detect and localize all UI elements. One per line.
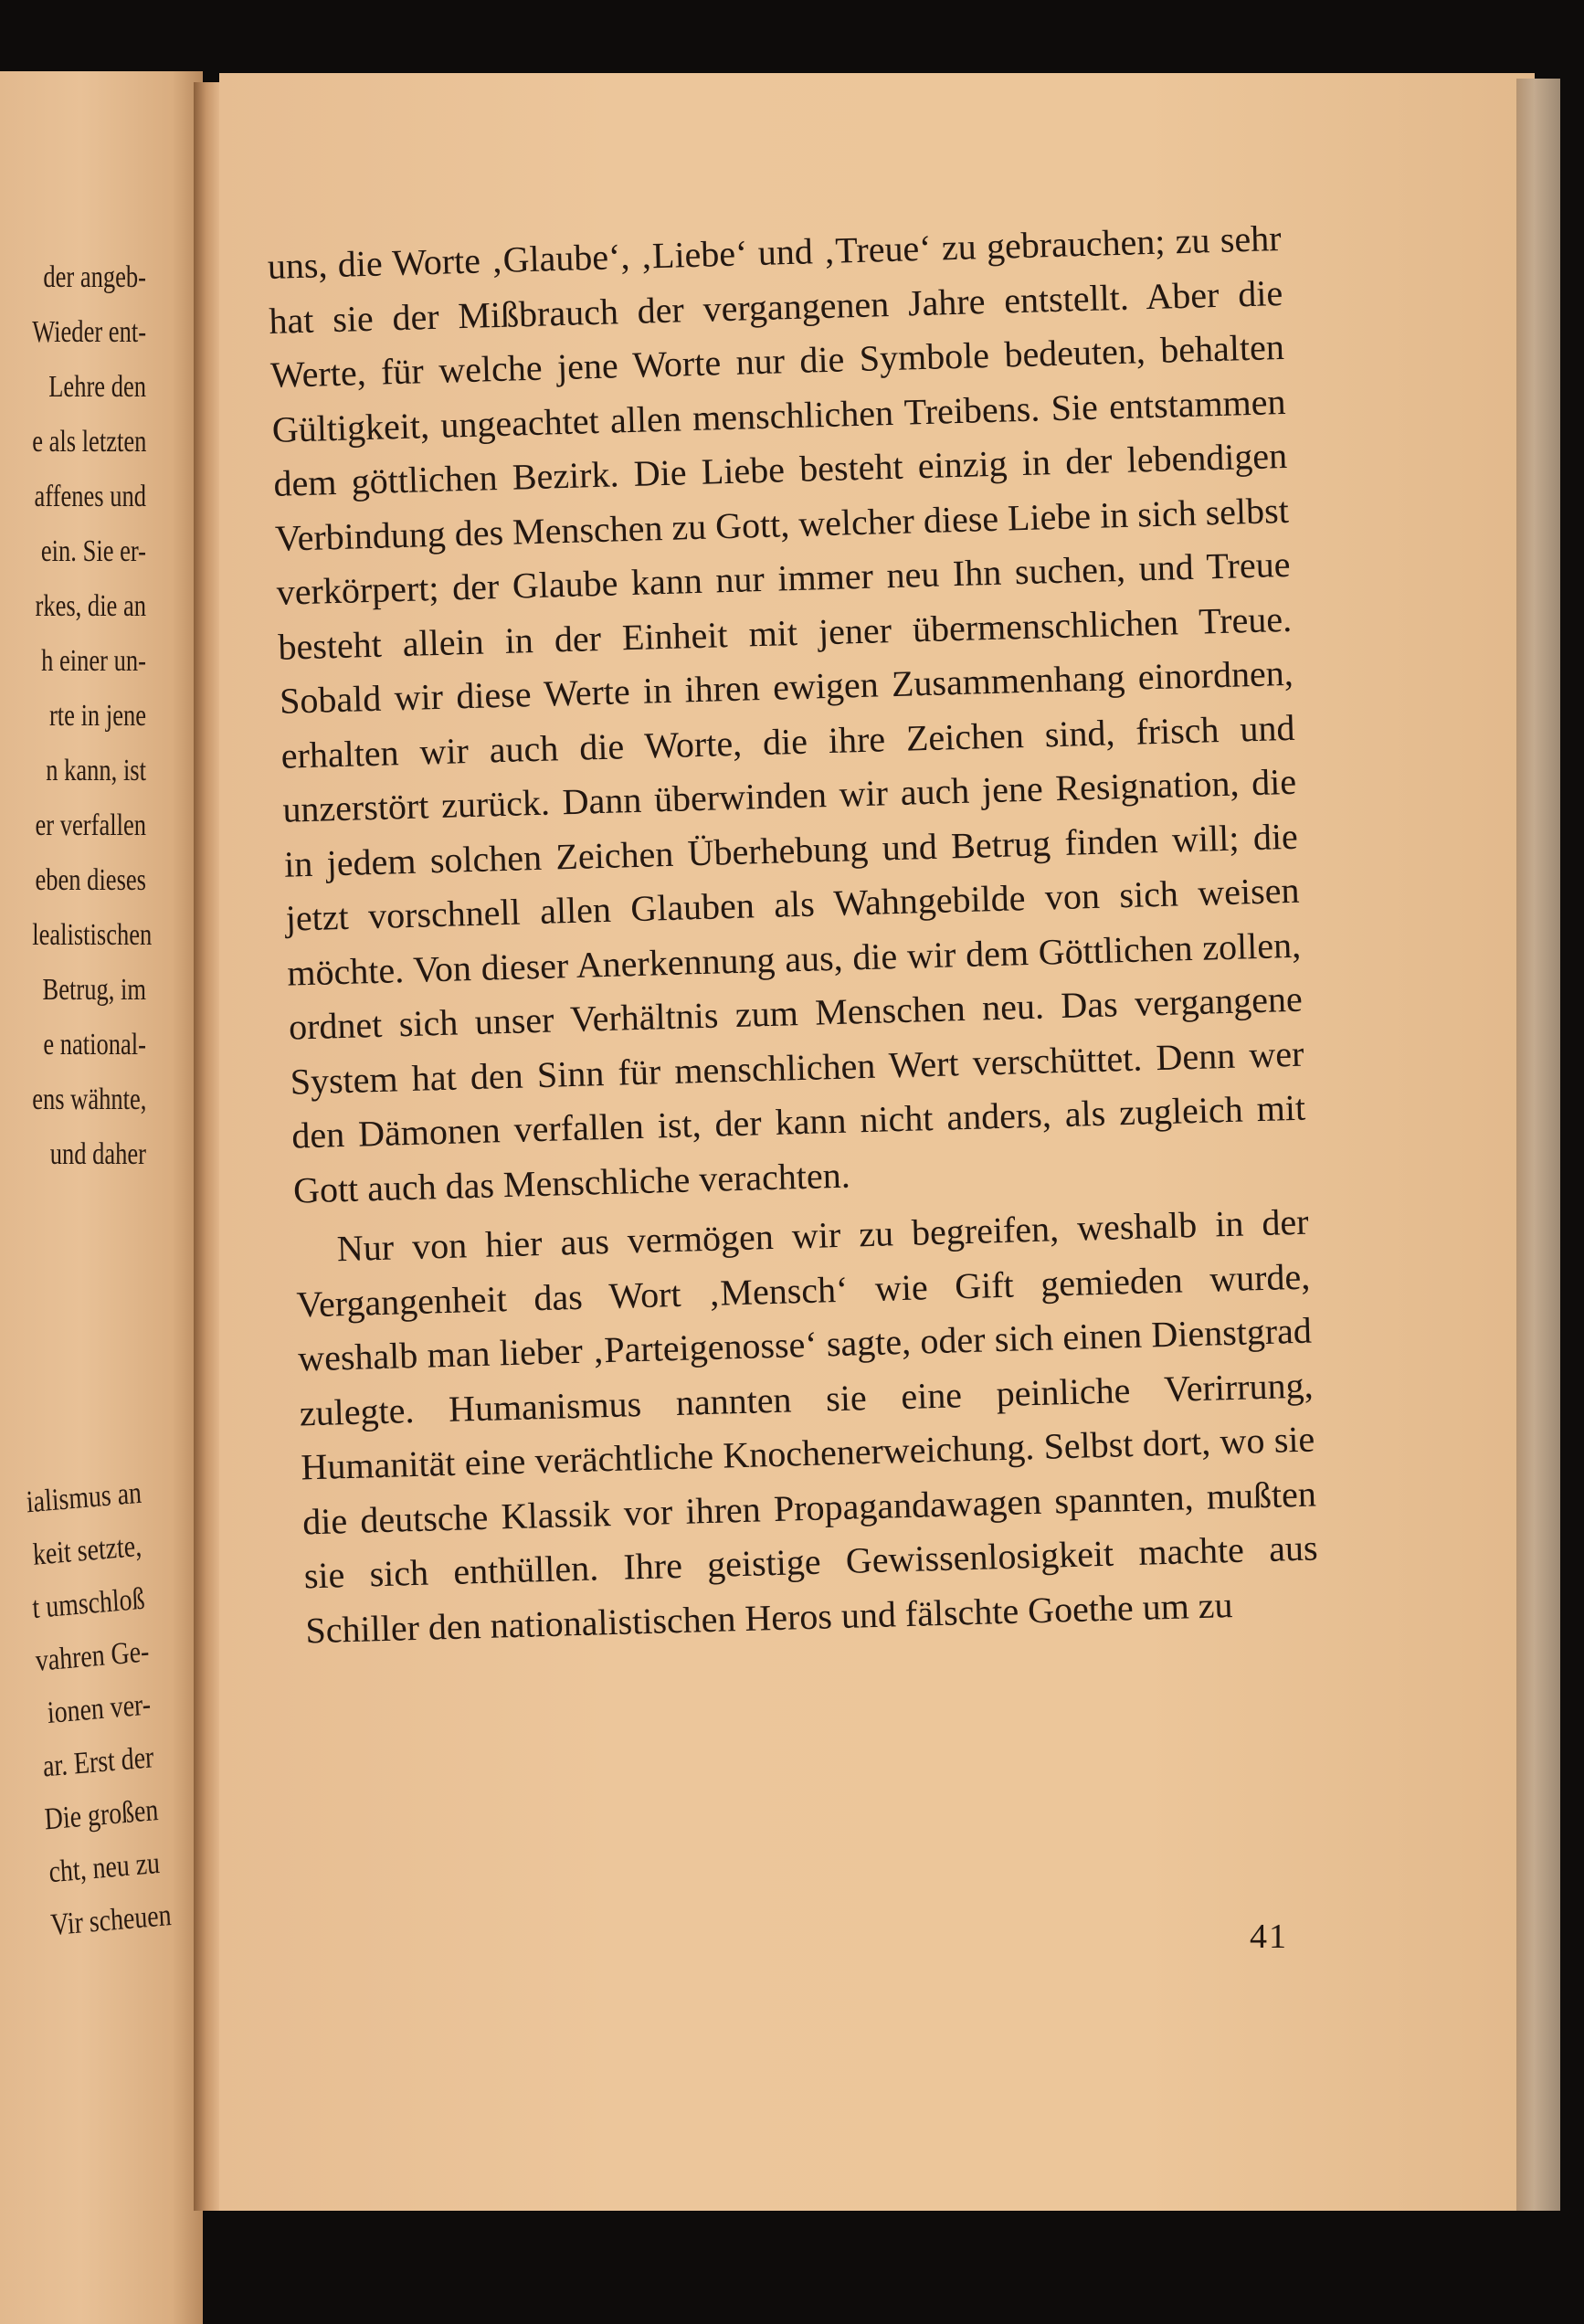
left-page-line: Lehre den [48, 370, 146, 404]
left-page-line: ionen ver- [46, 1687, 152, 1730]
left-page-line: e als letzten [32, 425, 147, 459]
left-page-line: n kann, ist [46, 754, 146, 787]
left-page-line: ialismus an [25, 1475, 143, 1520]
left-page [0, 71, 203, 2324]
left-page-line: cht, neu zu [48, 1845, 161, 1890]
page-edges [1516, 79, 1560, 2211]
left-page-line: eben dieses [35, 863, 146, 897]
left-page-text-bottom [25, 1467, 173, 1952]
left-page-line: ar. Erst der [41, 1740, 155, 1784]
left-page-line: rkes, die an [35, 589, 146, 623]
right-page-body [267, 211, 1320, 1657]
left-page-line: und daher [49, 1137, 146, 1171]
paragraph: uns, die Worte ‚Glaube‘, ‚Liebe‘ und ‚Treue‘ zu gebrauchen; zu sehr hat sie der Mißbrauch der vergangenen Jahre entstellt. Aber die Werte, für welche jene Worte nur die Symbole bedeuten, behalten Gültigkeit, ungeachtet allen menschlichen Treibens. Sie entstammen dem göttlichen Bezirk. Die Liebe besteht einzig in der lebendigen Verbindung des Menschen zu Gott, welcher diese Liebe in sich selbst verkörpert; der Glaube kann nur immer neu Ihn suchen, und Treue besteht allein in der Einheit mit jener übermenschlichen Treue. Sobald wir diese Werte in ihren ewigen Zusammenhang einordnen, erhalten wir auch die Worte, die ihre Zeichen sind, frisch und unzerstört zurück. Dann überwinden wir auch jene Resignation, die in jedem solchen Zeichen Überhebung und Betrug finden will; die jetzt vorschnell allen Glauben als Wahngebilde von sich weisen möchte. Von dieser Anerkennung aus, die wir dem Göttlichen zollen, ordnet sich unser Verhältnis zum Menschen neu. Das vergangene System hat den Sinn für menschlichen Wert verschüttet. Denn wer den Dämonen verfallen ist, der kann nicht anders, als zugleich mit Gott auch das Menschliche verachten. [267, 217, 1306, 1211]
left-page-line: der angeb- [43, 260, 147, 294]
left-page-line: h einer un- [41, 644, 146, 678]
left-page-line: Wieder ent- [32, 315, 147, 349]
left-page-line: Betrug, im [42, 973, 146, 1007]
left-page-line: keit setzte, [31, 1528, 143, 1572]
left-page-line: lealistischen [32, 918, 153, 952]
left-page-line: e national- [43, 1028, 146, 1062]
left-page-line: er verfallen [35, 808, 146, 842]
background-shadow [219, 2211, 1562, 2324]
left-page-line: ens wähnte, [32, 1083, 147, 1116]
left-page-line: Die großen [43, 1792, 160, 1837]
left-page-line: t umschloß [31, 1581, 146, 1626]
left-page-line: affenes und [34, 480, 146, 513]
left-page-line: Vir scheuen [49, 1898, 173, 1943]
page-number: 41 [1250, 1917, 1288, 1956]
left-page-line: rte in jene [48, 699, 147, 733]
left-page-line: vahren Ge- [34, 1634, 151, 1678]
paragraph: Nur von hier aus vermögen wir zu begreifen, weshalb in der Vergangenheit das Wort ‚Mensch‘ wie Gift gemieden wurde, weshalb man lieber ‚Parteigenosse‘ sagte, oder sich einen Dienstgrad zulegte. Humanismus nannten sie eine peinliche Verirrung, Humanität eine verächtliche Knochenerweichung. Selbst dort, wo sie die deutsche Klassik vor ihren Propagandawagen spannten, mußten sie sich enthüllen. Ihre geistige Gewissenlosigkeit machte aus Schiller den nationalistischen Heros und fälschte Goethe um zu [295, 1200, 1319, 1651]
left-page-text-top [32, 250, 153, 1182]
left-page-line: ein. Sie er- [40, 534, 147, 568]
